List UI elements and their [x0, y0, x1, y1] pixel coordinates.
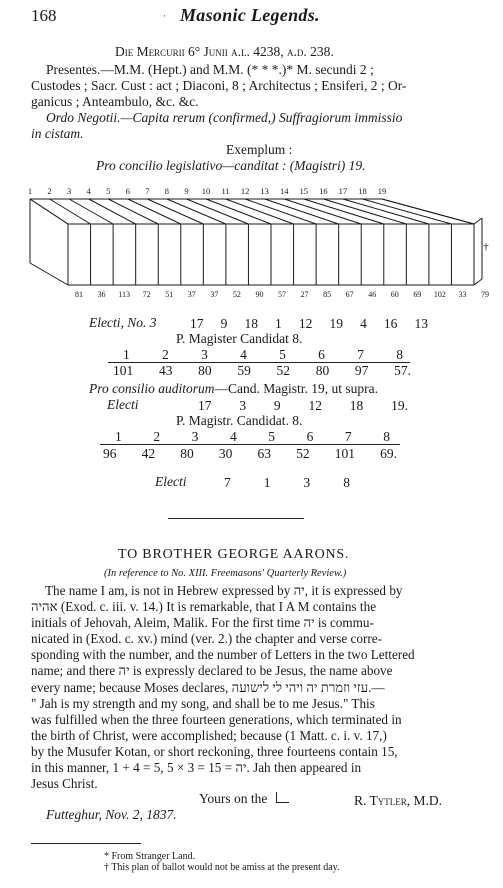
ballot-compartment-number: 12: [240, 186, 250, 196]
ordo-line-2: in cistam.: [31, 126, 84, 141]
ballot-vote-count: 72: [142, 290, 151, 299]
presentes-line-3: ganicus ; Anteambulo, &c. &c.: [31, 94, 199, 109]
ballot-right-lip: [474, 218, 482, 224]
candidate-number: 3: [201, 347, 208, 362]
electi-number: 3: [239, 398, 247, 413]
ballot-compartment-number: 14: [279, 186, 289, 196]
letter-body: [31, 583, 483, 792]
letter-line: Jesus Christ.: [31, 776, 98, 792]
ballot-vote-count: 57: [278, 290, 286, 299]
electi-number: 8: [343, 475, 350, 490]
ballot-compartment-number: 11: [221, 186, 230, 196]
ballot-vote-count: 27: [300, 290, 309, 299]
vote-counts-2: [103, 446, 397, 462]
square-icon: [276, 792, 289, 803]
ballot-right-base: [474, 279, 482, 285]
vote-count: 52: [276, 363, 290, 378]
vote-count: 63: [257, 446, 271, 461]
vote-count: 42: [141, 446, 156, 461]
ballot-partition-slant: [304, 199, 384, 224]
page-number: 168: [31, 6, 57, 25]
magistr-label-2: P. Magistr. Candidat. 8.: [176, 413, 303, 428]
ballot-partition-slant: [382, 199, 474, 224]
ballot-vote-count: 60: [390, 290, 399, 299]
ordo-line-1: Ordo Negotii.—Capita rerum (confirmed,) Suffragiorum immissio: [46, 110, 403, 125]
ballot-compartment-number: 10: [201, 186, 211, 196]
ballot-vote-count: 69: [413, 290, 422, 299]
candidate-number: 8: [383, 429, 390, 444]
candidate-number: 8: [396, 347, 403, 362]
vote-count: 80: [315, 363, 330, 378]
ballot-partition-slant: [89, 199, 136, 224]
candidate-number: 4: [240, 347, 247, 362]
electi-number: 19: [329, 316, 343, 331]
letter-line: אהיה (Exod. c. iii. v. 14.) It is remarkable, that I A M contains the: [31, 599, 377, 615]
bullet-icon: ·: [163, 11, 166, 21]
electi-number: 9: [220, 316, 228, 331]
ballot-vote-count: 90: [255, 290, 264, 299]
ballot-vote-count: 113: [118, 290, 130, 299]
vote-count: 101: [334, 446, 355, 461]
running-title: Masonic Legends.: [180, 5, 320, 25]
electi-values-2: [198, 398, 408, 414]
vote-count: 96: [103, 446, 117, 461]
electi-number: 12: [298, 316, 313, 331]
exemplum-heading: Exemplum :: [226, 142, 293, 157]
letter-line: every name; because Moses declares, עזי וזמרת יה ויהי לי לישועה.—: [31, 679, 385, 695]
electi-label-1: Electi, No. 3: [89, 315, 157, 330]
ballot-compartment-number: 8: [164, 186, 170, 196]
magister-label-1: P. Magister Candidat 8.: [176, 331, 303, 346]
electi-number: 12: [308, 398, 322, 413]
ballot-compartment-number: 7: [145, 186, 150, 196]
signature: R. Tytler, M.D.: [354, 793, 443, 808]
presentes-line-2: Custodes ; Sacr. Cust : act ; Diaconi, 8 ; Architectus ; Ensiferi, 2 ; Or-: [31, 78, 407, 93]
footnote-1: * From Stranger Land.: [104, 851, 196, 862]
electi-number: 17: [190, 316, 204, 331]
electi-number: 16: [383, 316, 398, 331]
letter-line: the birth of Christ, were accomplished; because (1 Matt. c. i. v. 17,): [31, 727, 387, 743]
electi-number: 3: [303, 475, 311, 490]
electi-number: 1: [275, 316, 282, 331]
ballot-compartment-number: 1: [27, 186, 33, 196]
ballot-partition-slant: [265, 199, 339, 224]
electi-number: 1: [263, 475, 271, 490]
ballot-box-diagram: [24, 183, 489, 303]
ballot-compartment-number: 6: [125, 186, 130, 196]
vote-counts-1: [113, 363, 411, 379]
vote-count: 57.: [394, 363, 411, 378]
date-line: Die Mercurii 6° Junii a.l. 4238, a.d. 238.: [115, 44, 334, 59]
ballot-partition-slant: [343, 199, 429, 224]
candidate-numbers-1: [123, 347, 403, 363]
ballot-vote-count: 52: [232, 290, 241, 299]
electi-values-1: [190, 316, 428, 332]
ballot-compartment-number: 15: [299, 186, 309, 196]
ballot-vote-count: 46: [368, 290, 377, 299]
table-rule-2: [100, 444, 400, 445]
candidate-number: 1: [123, 347, 130, 362]
ballot-partition-slant: [50, 199, 91, 224]
electi-number: 4: [360, 316, 367, 331]
ballot-compartment-number: 5: [106, 186, 111, 196]
ballot-partition-slant: [284, 199, 361, 224]
ballot-vote-count: 51: [165, 290, 174, 299]
candidate-number: 6: [306, 429, 314, 444]
candidate-number: 2: [153, 429, 161, 444]
electi-number: 17: [198, 398, 212, 413]
letter-line: " Jah is my strength and my song, and shall be to me Jesus." This: [31, 695, 375, 711]
ballot-partition-slant: [128, 199, 181, 224]
candidate-number: 5: [279, 347, 286, 362]
electi-number: 18: [244, 316, 258, 331]
vote-count: 69.: [380, 446, 397, 461]
ballot-partition-slant: [69, 199, 113, 224]
ballot-partition-slant: [245, 199, 316, 224]
footnote-rule: [31, 843, 141, 844]
electi-number: 9: [273, 398, 281, 413]
electi-number: 7: [224, 475, 231, 490]
presentes-line-1: Presentes.—M.M. (Hept.) and M.M. (* * *.)* M. secundi 2 ;: [46, 62, 374, 77]
letter-line: The name I am, is not in Hebrew expressed by יה, it is expressed by: [45, 583, 403, 598]
candidate-numbers-2: [115, 429, 390, 445]
candidate-number: 1: [115, 429, 122, 444]
ballot-compartment-number: 19: [377, 186, 387, 196]
ballot-vote-count: 85: [323, 290, 332, 299]
ballot-compartment-number: 16: [319, 186, 328, 196]
electi-values-final: [224, 475, 350, 491]
vote-count: 59: [237, 363, 251, 378]
ballot-compartment-number: 2: [47, 186, 52, 196]
ballot-vote-count: 33: [458, 290, 467, 299]
letter-line: name; and there יה is expressly declared to be Jesus, the name above: [31, 663, 393, 679]
ballot-compartment-number: 4: [86, 186, 91, 196]
ballot-partition-slant: [226, 199, 294, 224]
vote-count: 97: [354, 363, 369, 378]
ballot-partition-slant: [323, 199, 406, 224]
electi-label-final: Electi: [155, 474, 187, 489]
candidate-number: 4: [229, 429, 237, 444]
candidate-number: 7: [344, 429, 352, 444]
letter-line: sponding with the number, and the number of Letters in the two Lettered: [31, 647, 415, 663]
letter-line: by the Musufer Kotan, or short reckoning, three fourteens contain 15,: [31, 743, 398, 759]
place-date: Futteghur, Nov. 2, 1837.: [46, 807, 177, 822]
ballot-compartment-number: 9: [184, 186, 189, 196]
ballot-left-base: [30, 263, 68, 285]
letter-line: nicated in (Exod. c. xv.) mind (ver. 2.) the chapter and verse corre-: [31, 631, 383, 647]
vote-count: 43: [158, 363, 173, 378]
ballot-vote-count: 67: [345, 290, 354, 299]
section-divider: [168, 518, 304, 519]
ballot-vote-count: 37: [187, 290, 196, 299]
candidate-number: 6: [318, 347, 325, 362]
ballot-compartment-number: 18: [358, 186, 367, 196]
candidate-number: 7: [357, 347, 364, 362]
legislativo-line: Pro concilio legislativo—canditat : (Magistri) 19.: [96, 158, 366, 173]
candidate-number: 2: [162, 347, 169, 362]
closing-line: Yours on the: [199, 791, 289, 807]
footnote-2: † This plan of ballot would not be amiss at the present day.: [104, 862, 340, 873]
vote-count: 80: [180, 446, 194, 461]
ballot-compartment-number: 13: [260, 186, 269, 196]
vote-count: 80: [198, 363, 212, 378]
electi-number: 19.: [391, 398, 408, 413]
ballot-partition-slant: [30, 199, 68, 224]
ballot-vote-count: 36: [97, 290, 106, 299]
auditorum-line: Pro consilio auditorum—Cand. Magistr. 19, ut supra.: [89, 381, 379, 396]
vote-count: 52: [296, 446, 310, 461]
ballot-vote-count: 79: [481, 290, 489, 299]
dagger-mark: †: [483, 241, 489, 253]
vote-count: 30: [218, 446, 233, 461]
candidate-number: 5: [268, 429, 275, 444]
vote-count: 101: [113, 363, 134, 378]
ballot-partition-slant: [108, 199, 158, 224]
letter-line: was fulfilled when the three fourteen generations, which terminated in: [31, 711, 402, 727]
ballot-vote-count: 102: [433, 290, 446, 299]
ballot-vote-count: 37: [210, 290, 219, 299]
candidate-number: 3: [191, 429, 199, 444]
electi-label-2: Electi: [107, 397, 139, 412]
ballot-vote-count: 81: [75, 290, 83, 299]
ballot-partition-slant: [362, 199, 451, 224]
electi-number: 13: [414, 316, 428, 331]
ballot-compartment-number: 17: [338, 186, 348, 196]
letter-subheading: (In reference to No. XIII. Freemasons' Quarterly Review.): [104, 568, 347, 579]
letter-line: initials of Jehovah, Aleim, Malik. For the first time יה is commu-: [31, 615, 374, 631]
letter-line: in this manner, 1 + 4 = 5, 5 × 3 = 15 = יה. Jah then appeared in: [31, 760, 362, 776]
electi-number: 18: [349, 398, 364, 413]
letter-heading: TO BROTHER GEORGE AARONS.: [118, 547, 350, 562]
ballot-compartment-number: 3: [66, 186, 72, 196]
